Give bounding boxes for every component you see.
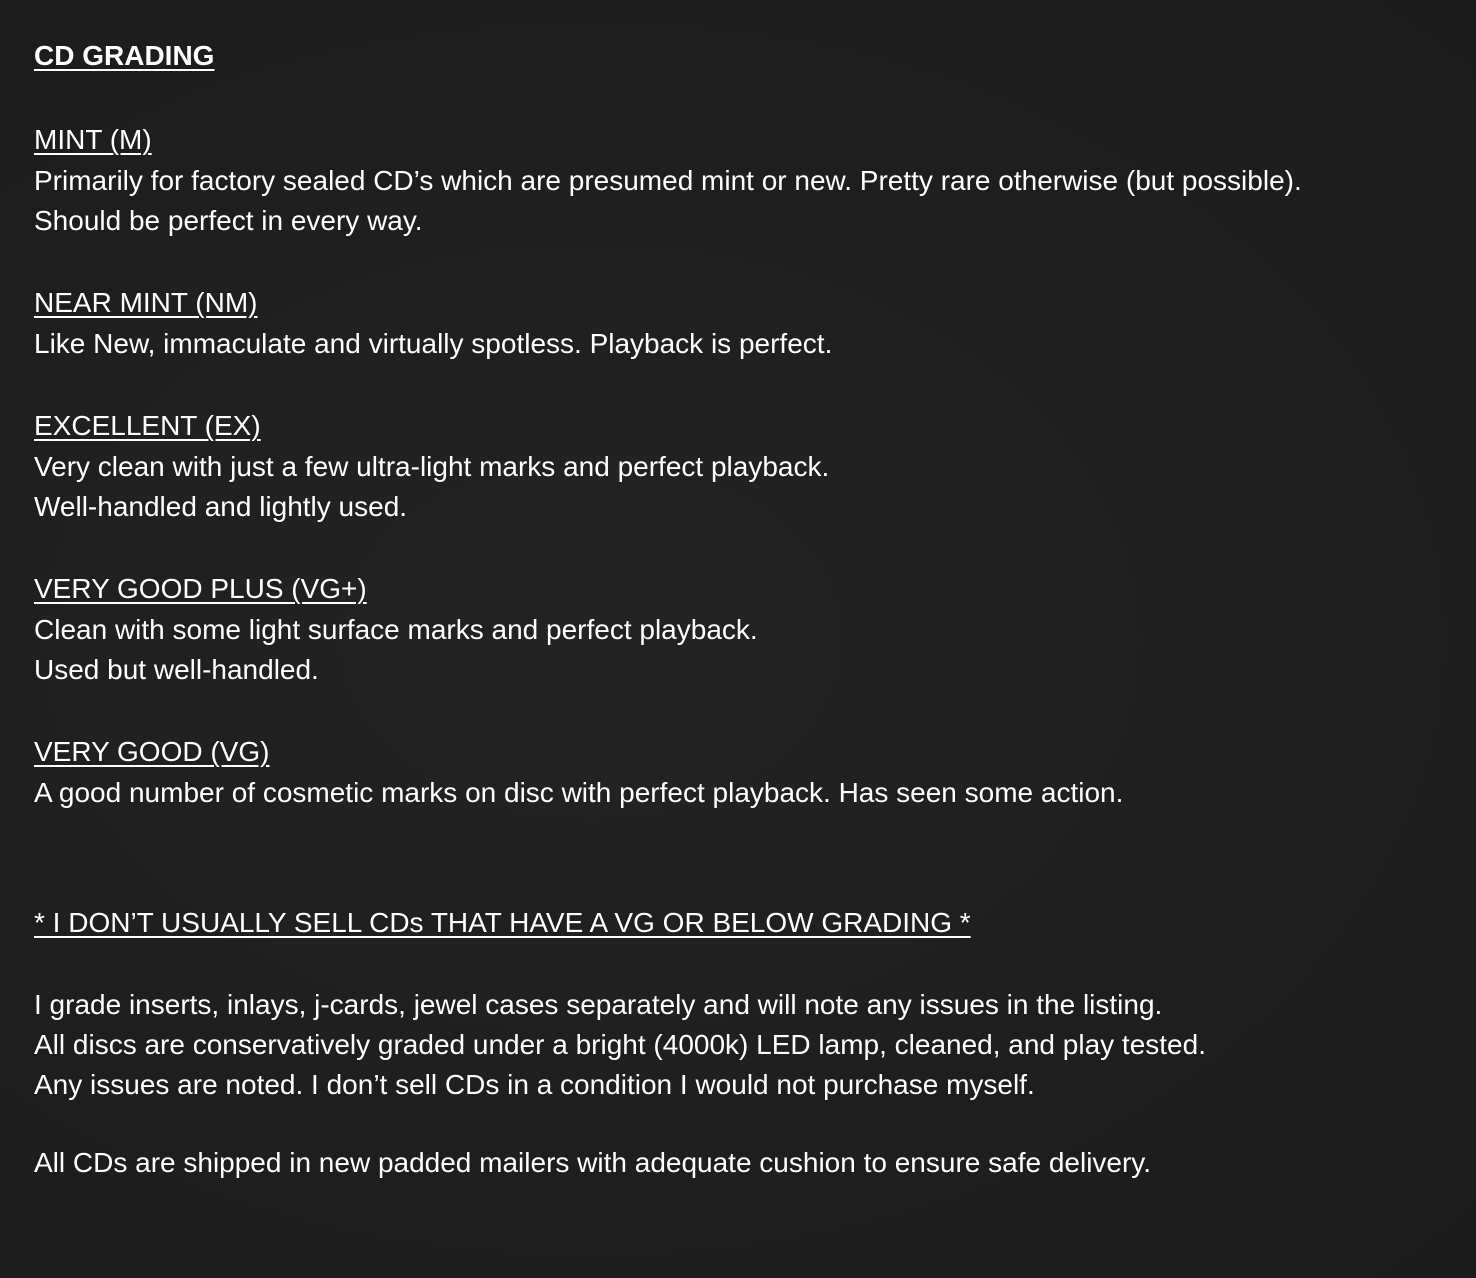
grade-section-very-good-plus <box>34 569 1476 690</box>
note-line: I grade inserts, inlays, j-cards, jewel cases separately and will note any issues in the listing. <box>34 989 1163 1020</box>
grade-description-line: Clean with some light surface marks and perfect playback. <box>34 614 758 645</box>
grading-notice: * I DON’T USUALLY SELL CDs THAT HAVE A VG OR BELOW GRADING * <box>34 907 971 938</box>
note-line: All discs are conservatively graded under a bright (4000k) LED lamp, cleaned, and play tested. <box>34 1029 1206 1060</box>
grading-notes <box>34 985 1476 1105</box>
grade-description-line: Like New, immaculate and virtually spotless. Playback is perfect. <box>34 328 833 359</box>
note-line: Any issues are noted. I don’t sell CDs in a condition I would not purchase myself. <box>34 1069 1035 1100</box>
grade-section-excellent <box>34 406 1476 527</box>
grade-heading-mint: MINT (M) <box>34 124 152 155</box>
grade-heading-very-good-plus: VERY GOOD PLUS (VG+) <box>34 573 367 604</box>
grade-description-line: Used but well-handled. <box>34 654 319 685</box>
grade-heading-excellent: EXCELLENT (EX) <box>34 410 261 441</box>
grade-section-very-good <box>34 732 1476 813</box>
grade-description-line: Primarily for factory sealed CD’s which are presumed mint or new. Pretty rare otherwise (but possible). <box>34 165 1302 196</box>
shipping-note: All CDs are shipped in new padded mailers with adequate cushion to ensure safe delivery. <box>34 1147 1152 1178</box>
document-title: CD GRADING <box>34 40 215 71</box>
grade-section-mint <box>34 120 1476 241</box>
grade-section-near-mint <box>34 283 1476 364</box>
grade-heading-near-mint: NEAR MINT (NM) <box>34 287 258 318</box>
grade-description-line: Should be perfect in every way. <box>34 205 423 236</box>
grade-description-line: A good number of cosmetic marks on disc with perfect playback. Has seen some action. <box>34 777 1124 808</box>
grade-description-line: Very clean with just a few ultra-light marks and perfect playback. <box>34 451 830 482</box>
grade-description-line: Well-handled and lightly used. <box>34 491 408 522</box>
grade-heading-very-good: VERY GOOD (VG) <box>34 736 270 767</box>
